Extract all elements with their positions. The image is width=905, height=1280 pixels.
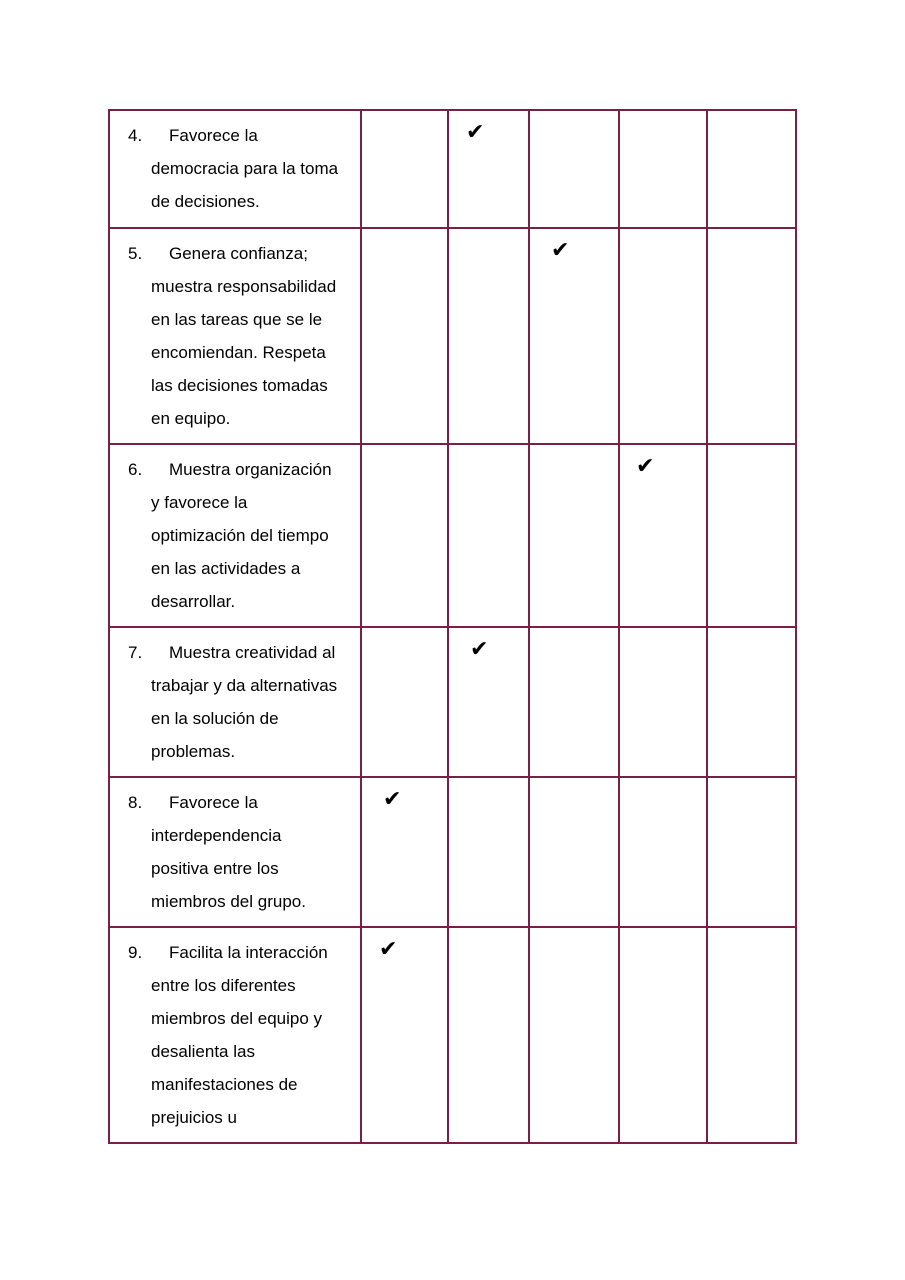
criterion-text-line: trabajar y da alternativas bbox=[151, 676, 338, 695]
criterion-text-line: en las actividades a bbox=[151, 559, 301, 578]
criterion-text-line: problemas. bbox=[151, 742, 236, 761]
criterion-text-line: desalienta las bbox=[151, 1042, 255, 1061]
rubric-row-8 bbox=[109, 777, 796, 927]
criterion-text-line: prejuicios u bbox=[151, 1108, 237, 1127]
rating-cell-col-5[interactable] bbox=[707, 777, 796, 927]
rating-cell-col-5[interactable] bbox=[707, 927, 796, 1143]
rubric-row-7 bbox=[109, 627, 796, 777]
rating-cell-col-1[interactable] bbox=[361, 228, 448, 444]
criterion-cell bbox=[109, 777, 361, 927]
criterion-text-line: en la solución de bbox=[151, 709, 279, 728]
criterion-cell bbox=[109, 110, 361, 228]
rating-cell-col-5[interactable] bbox=[707, 110, 796, 228]
rating-cell-col-2[interactable] bbox=[448, 444, 529, 627]
criterion-text-line: Facilita la interacción bbox=[169, 943, 328, 962]
criterion-text-line: las decisiones tomadas bbox=[151, 376, 328, 395]
criterion-cell bbox=[109, 444, 361, 627]
criterion-text-line: entre los diferentes bbox=[151, 976, 296, 995]
criterion-text-line: Genera confianza; bbox=[169, 244, 308, 263]
rating-cell-col-1[interactable] bbox=[361, 444, 448, 627]
criterion-text-line: democracia para la toma bbox=[151, 159, 339, 178]
rating-cell-col-3[interactable] bbox=[529, 777, 619, 927]
rating-cell-col-3[interactable] bbox=[529, 110, 619, 228]
rating-cell-col-3[interactable] bbox=[529, 927, 619, 1143]
criterion-text-line: optimización del tiempo bbox=[151, 526, 329, 545]
criterion-text-line: encomiendan. Respeta bbox=[151, 343, 326, 362]
criterion-text-line: en las tareas que se le bbox=[151, 310, 323, 329]
rubric-row-6 bbox=[109, 444, 796, 627]
rating-cell-col-2[interactable] bbox=[448, 228, 529, 444]
criterion-number: 9. bbox=[128, 943, 143, 962]
rating-cell-col-5[interactable] bbox=[707, 228, 796, 444]
rating-cell-col-4[interactable] bbox=[619, 627, 707, 777]
rating-cell-col-5[interactable] bbox=[707, 627, 796, 777]
rubric-row-9 bbox=[109, 927, 796, 1143]
checkmark-icon: ✔ bbox=[636, 454, 655, 479]
criterion-text-line: en equipo. bbox=[151, 409, 231, 428]
rating-cell-col-4[interactable] bbox=[619, 444, 707, 627]
rating-cell-col-1[interactable] bbox=[361, 927, 448, 1143]
criterion-cell bbox=[109, 927, 361, 1143]
checkmark-icon: ✔ bbox=[383, 787, 402, 812]
criterion-cell bbox=[109, 627, 361, 777]
criterion-text-line: Muestra organización bbox=[169, 460, 332, 479]
criterion-number: 6. bbox=[128, 460, 143, 479]
rating-cell-col-4[interactable] bbox=[619, 927, 707, 1143]
criterion-number: 4. bbox=[128, 126, 143, 145]
rating-cell-col-1[interactable] bbox=[361, 627, 448, 777]
criterion-text-line: interdependencia bbox=[151, 826, 282, 845]
criterion-text-line: Favorece la bbox=[169, 793, 258, 812]
criterion-text-line: positiva entre los bbox=[151, 859, 279, 878]
checkmark-icon: ✔ bbox=[551, 238, 570, 263]
rating-cell-col-3[interactable] bbox=[529, 627, 619, 777]
criterion-number: 8. bbox=[128, 793, 143, 812]
criterion-text-line: manifestaciones de bbox=[151, 1075, 298, 1094]
criterion-text-line: Favorece la bbox=[169, 126, 258, 145]
criterion-number: 7. bbox=[128, 643, 143, 662]
criterion-text-line: desarrollar. bbox=[151, 592, 236, 611]
evaluation-rubric-table bbox=[108, 109, 797, 1144]
checkmark-icon: ✔ bbox=[470, 637, 489, 662]
rating-cell-col-2[interactable] bbox=[448, 927, 529, 1143]
criterion-number: 5. bbox=[128, 244, 143, 263]
criterion-cell bbox=[109, 228, 361, 444]
checkmark-icon: ✔ bbox=[379, 937, 398, 962]
rating-cell-col-3[interactable] bbox=[529, 444, 619, 627]
rating-cell-col-5[interactable] bbox=[707, 444, 796, 627]
rubric-row-4 bbox=[109, 110, 796, 228]
rating-cell-col-2[interactable] bbox=[448, 110, 529, 228]
criterion-text-line: Muestra creatividad al bbox=[169, 643, 336, 662]
criterion-text-line: de decisiones. bbox=[151, 192, 260, 211]
rating-cell-col-1[interactable] bbox=[361, 110, 448, 228]
rating-cell-col-2[interactable] bbox=[448, 627, 529, 777]
rubric-row-5 bbox=[109, 228, 796, 444]
rating-cell-col-4[interactable] bbox=[619, 777, 707, 927]
checkmark-icon: ✔ bbox=[466, 120, 485, 145]
rating-cell-col-4[interactable] bbox=[619, 110, 707, 228]
rating-cell-col-2[interactable] bbox=[448, 777, 529, 927]
criterion-text-line: muestra responsabilidad bbox=[151, 277, 337, 296]
criterion-text-line: y favorece la bbox=[151, 493, 248, 512]
rating-cell-col-4[interactable] bbox=[619, 228, 707, 444]
criterion-text-line: miembros del equipo y bbox=[151, 1009, 323, 1028]
criterion-text-line: miembros del grupo. bbox=[151, 892, 306, 911]
rating-cell-col-3[interactable] bbox=[529, 228, 619, 444]
rating-cell-col-1[interactable] bbox=[361, 777, 448, 927]
